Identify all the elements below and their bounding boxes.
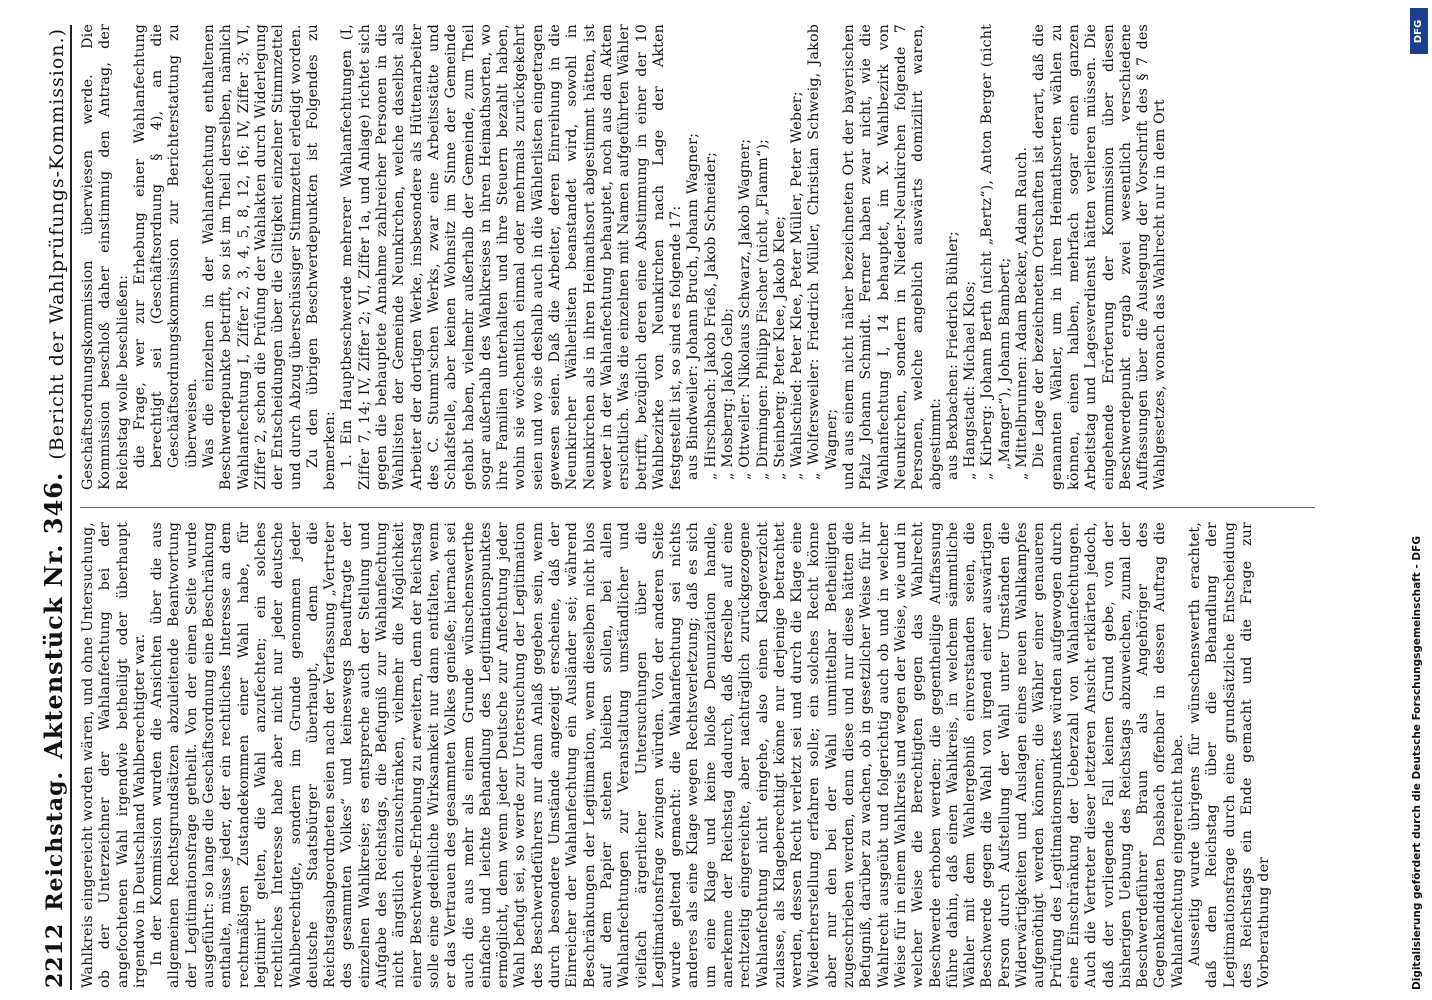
right-paragraph-4: 1. Ein Hauptbeschwerde mehrerer Wahlanfechtungen (I, Ziffer 7, 14; IV, Ziffer 2; VI, Ziffer 1a, und Anlage) richtet sich gegen die behauptete Annahme zahlreicher Personen in die Wahllisten der Gemeinde Neunkirchen, welche daselbst als Arbeiter der dortigen Werke, insbesondere als Hüttenarbeiter des C. Stumm'schen Werks, zwar eine Arbeitsstätte und Schlafstelle, aber keinen Wohnsitz im Sinne der Gemeinde gehabt haben, vielmehr außerhalb der Gemeinde, zum Theil sogar außerhalb des Wahlkreises in ihren Heimathsorten, wo ihre Familien unterhalten und ihre Steuern bezahlt haben, wohin sie wöchentlich einmal oder mehrmals zurückgekehrt seien und wo sie deshalb auch in die Wählerlisten eingetragen gewesen seien. Daß die Arbeiter, deren Einreihung in die Neunkircher Wählerlisten beanstandet wird, sowohl in Neunkirchen als in ihren Heimathsort abgestimmt hätten, ist weder in der Wahlanfechtung behauptet, noch aus den Akten ersichtlich. Was die einzelnen mit Namen aufgeführten Wähler betrifft, bezüglich deren eine Abstimmung in einer der 10 Wahlbezirke von Neunkirchen nach Lage der Akten festgestellt ist, so sind es folgende 17:: [339, 24, 685, 490]
list-item: „ Wolfersweiler: Friedrich Müller, Christian Schweig, Jakob Wagner;: [806, 24, 840, 480]
list-item: „ Ottweiler: Nikolaus Schwarz, Jakob Wagner;: [737, 138, 754, 480]
margin-strip: [1405, 10, 1431, 990]
header-rule: [70, 25, 72, 990]
right-paragraph-2: Was die einzelnen in der Wahlanfechtung enthaltenen Beschwerdepunkte betrifft, so ist im Theil derselben, nämlich Wahlanfechtung I, Ziffer 2, 3, 4, 5, 8, 12, 16; IV, Ziffer 3; VI, Ziffer 2, schon die Prüfung der Wahlakten durch Widerlegung der Entscheidungen über die Giltigkeit einzelner Stimmzettel und durch Abzug überschüssiger Stimmzettel erledigt worden.: [201, 24, 304, 490]
dfg-logo-icon: [1410, 8, 1428, 54]
right-paragraph-3: Zu den übrigen Beschwerdepunkten ist Folgendes zu bemerken:: [304, 24, 339, 490]
list-item: „ Wahlschied: Peter Klee, Peter Müller, Peter Weber;: [789, 91, 806, 480]
right-column: [80, 24, 1170, 490]
left-column: [80, 522, 1273, 988]
list-item: „ Dirmingen: Philipp Fischer (nicht „Flamm“);: [754, 138, 771, 480]
page-number: 2212: [42, 922, 68, 988]
right-paragraph-motion: die Frage, wer zur Erhebung einer Wahlanfechtung berechtigt sei (Geschäftsordnung § 4), an die Geschäftsordnungskommission zur Berichterstattung zu überweisen.: [131, 24, 200, 468]
list-item: aus Bexbachen: Friedrich Bühler;: [944, 231, 961, 480]
right-paragraph-1: Geschäftsordnungskommission überwiesen werde. Die Kommission beschloß daher einstimmig den Antrag, der Reichstag wolle beschließen:: [80, 24, 131, 490]
page-header: [28, 28, 68, 988]
right-paragraph-6: Die Lage der bezeichneten Ortschaften ist derart, daß die genannten Wähler, um in ihren Heimathsorten wählen zu können, einen halben, mehrfach sogar einen ganzen Arbeitstag und Lagesverdienst hätten verlieren müssen. Die eingehende Erörterung der Kommission über diesen Beschwerdepunkt ergab zwei wesentlich verschiedene Auffassungen über die Auslegung der Vorschrift des § 7 des Wahlgesetzes, wonach das Wahlrecht nur in dem Ort: [1031, 24, 1169, 490]
list-item: „ Kirberg: Johann Berth (nicht „Bertz“), Anton Berger (nicht „Manger“), Johann Bambert;: [979, 24, 1013, 480]
list-item: „ Mittelbrunnen: Adam Becker, Adam Rauch.: [1014, 146, 1031, 480]
list-item: „ Mosberg: Jakob Gelb;: [719, 307, 736, 480]
header-left-title: Reichstag.: [42, 770, 68, 911]
right-paragraph-5: und aus einem nicht näher bezeichneten Ort der bayerischen Pfalz Johann Schmidt. Ferner haben zwar nicht, wie die Wahlanfechtung I, 14 behauptet, im X. Wahlbezirk von Neunkirchen, sondern in Nieder-Neunkirchen folgende 7 Personen, welche angeblich auswärts domizilirt waren, abgestimmt:: [841, 24, 944, 490]
list-item: aus Bindweiler: Johann Bruch, Johann Wagner;: [685, 132, 702, 480]
dfg-logo-text: DFG: [1413, 19, 1425, 43]
list-item: „ Hangstadt: Michael Klos;: [962, 280, 979, 480]
digitization-credit: Digitalisierung gefördert durch die Deutsche Forschungsgemeinschaft - DFG: [1411, 536, 1423, 990]
list-item: „ Hirschbach: Jakob Frieß, Jakob Schneider;: [702, 151, 719, 480]
left-paragraph-3: Ausseitig wurde übrigens für wünschenswerth erachtet, daß den Reichstag über die Behandlung der Legitimationsfrage durch eine grundsätzliche Entscheidung des Reichstags ein Ende gemacht und die Frage zur Vorberathung der: [1187, 522, 1273, 988]
left-paragraph-2: In der Kommission wurden die Ansichten über die aus allgemeinen Rechtsgrundsätzen abzuleitende Beantwortung der Legitimationsfrage getheilt. Von der einen Seite wurde ausgeführt: so lange die Geschäftsordnung eine Beschränkung enthalte, müsse jeder, der ein rechtliches Interesse an dem rechtmäßigen Zustandekommen einer Wahl habe, für legitimirt gelten, die Wahl anzufechten; ein solches rechtliches Interesse habe aber nicht nur jeder deutsche Wahlberechtigte, sondern im Grunde genommen jeder deutsche Staatsbürger überhaupt, denn die Reichstagsabgeordneten seien nach der Verfassung „Vertreter des gesammten Volkes“ und keineswegs Beauftragte der einzelnen Wahlkreise; es entspreche auch der Stellung und Aufgabe des Reichstags, die Befugniß zur Wahlanfechtung nicht ängstlich einzuschränken, vielmehr die Möglichkeit einer Beschwerde-Erhebung zu erweitern, denn der Reichstag solle eine gedeihliche Wirksamkeit nur dann entfalten, wenn er das Vertrauen des gesammten Volkes genieße; hiernach sei auch die aus mehr als einem Grunde wünschenswerthe einfache und leichte Behandlung des Legitimationspunktes ermöglicht, denn wenn jeder Deutsche zur Anfechtung jeder Wahl befugt sei, so werde zur Untersuchung der Legitimation des Beschwerdeführers nur dann Anlaß gegeben sein, wenn durch besondere Umstände angezeigt erscheine, daß der Einreicher der Wahlanfechtung ein Ausländer sei; während Beschränkungen der Legitimation, wenn dieselben nicht blos auf dem Papier stehen bleiben sollen, bei allen Wahlanfechtungen zur Veranstaltung umständlicher und vielfach ärgerlicher Untersuchungen über die Legitimationsfrage zwingen würden. Von der anderen Seite wurde geltend gemacht: die Wahlanfechtung sei nichts anderes als eine Klage wegen Rechtsverletzung; daß es sich um eine Klage und keine bloße Denunziation handle, anerkenne der Reichstag dadurch, daß derselbe auf eine rechtzeitig eingereichte, aber nachträglich zurückgezogene Wahlanfechtung nicht eingehe, also einen Klageverzicht zulasse, als Klageberechtigt könne nur derjenige betrachtet werden, dessen Recht verletzt sei und durch die Klage eine Wiederherstellung erfahren solle; ein solches Recht könne aber nur den bei der Wahl unmittelbar Betheiligten zugeschrieben werden, denn diese und nur diese hätten die Befugniß, darüber zu wachen, ob in gesetzlicher Weise für ihr Wahlrecht ausgeübt und folgerichtig auch ob und in welcher Weise für in einem Wahlkreis und wegen der Weise, wie und in welcher Weise die Berechtigten gegen das Wahlrecht Beschwerde erhoben werden; die gegentheilige Auffassung führe dahin, daß einen Wahlkreis, in welchem sämmtliche Wähler mit dem Wahlergebniß einverstanden seien, die Beschwerde gegen die Wahl von irgend einer auswärtigen Person durch Aufstellung der Wahl unter Umständen die Widerwärtigkeiten und Auslagen eines neuen Wahlkampfes aufgenöthigt werden können; die Wähler einer genaueren Prüfung des Legitimationspunktes würden aufgewogen durch eine Einschränkung der Ueberzahl von Wahlanfechtungen. Auch die Vertreter dieser letzteren Ansicht erklärten jedoch, daß der vorliegende Fall keinen Grund gebe, von der bisherigen Uebung des Reichstags abzuweichen, zumal der Beschwerdeführer Braun als Angehöriger des Gegenkandidaten Dasbach offenbar in dessen Auftrag die Wahlanfechtung eingereicht habe.: [149, 522, 1186, 988]
list-item: „ Steinberg: Peter Klee, Jakob Klee;: [771, 215, 788, 480]
header-right-title: (Bericht der Wahlprüfungs-Kommission.): [46, 28, 68, 460]
voters-list: [685, 24, 841, 490]
column-divider: [80, 507, 1315, 508]
header-center-title: Aktenstück Nr. 346.: [39, 471, 68, 759]
voters-list-2: [945, 24, 1031, 490]
left-paragraph-1: Wahlkreis eingereicht worden wären, und ohne Untersuchung, ob der Unterzeichner der Wahlanfechtung bei der angefochtenen Wahl irgendwie betheiligt oder überhaupt irgendwo in Deutschland Wahlberechtigter war.: [80, 522, 148, 988]
